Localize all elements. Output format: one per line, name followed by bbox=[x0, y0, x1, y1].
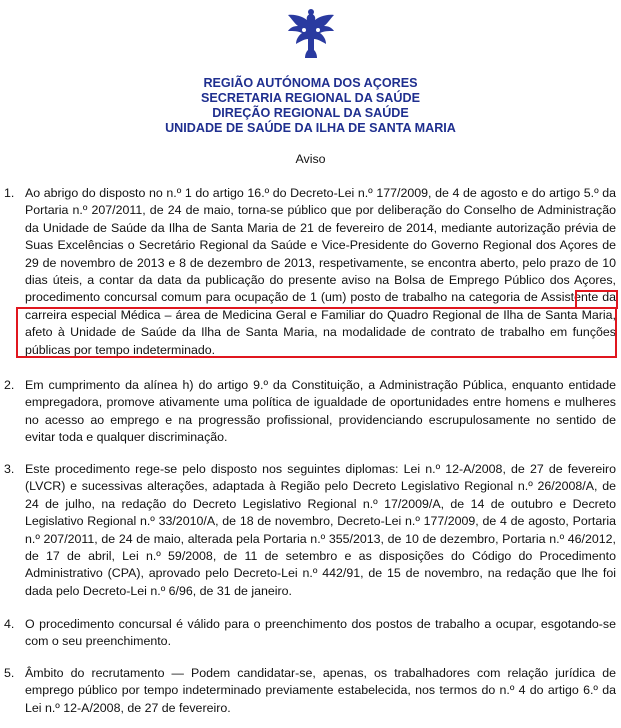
item-number: 4. bbox=[4, 617, 15, 631]
item-text: O procedimento concursal é válido para o preenchimento dos postos de trabalho a ocupar, esgotando-se com o seu preenchimento. bbox=[25, 617, 616, 649]
item-text: Em cumprimento da alínea h) do artigo 9.º da Constituição, a Administração Pública, enquanto entidade empregadora, promove ativamente uma política de igualdade de oportunidades entre homens e mulheres no acesso ao emprego e na progressão profissional, providenciando escrupulosamente no sentido de evitar toda e qualquer discriminação. bbox=[25, 378, 616, 445]
item-number: 1. bbox=[4, 186, 15, 200]
item-number: 2. bbox=[4, 378, 15, 392]
page-title: Aviso bbox=[295, 152, 326, 166]
header-region: REGIÃO AUTÓNOMA DOS AÇORES bbox=[203, 76, 418, 90]
header-secretaria: SECRETARIA REGIONAL DA SAÚDE bbox=[200, 91, 420, 105]
item-number: 5. bbox=[4, 666, 15, 680]
item-number: 3. bbox=[4, 462, 15, 476]
coat-of-arms-icon bbox=[282, 6, 340, 64]
document-header bbox=[0, 76, 621, 136]
header-direcao: DIREÇÃO REGIONAL DA SAÚDE bbox=[212, 106, 409, 120]
item-text: Este procedimento rege-se pelo disposto nos seguintes diplomas: Lei n.º 12-A/2008, de 27 de fevereiro (LVCR) e sucessivas alterações, adaptada à Região pelo Decreto Legislativo Regional n.º 26/2008/A, de 24 de julho, na redação do Decreto Legislativo Regional n.º 17/2009/A, de 14 de outubro e Decreto Legislativo Regional n.º 33/2010/A, de 18 de novembro, Decreto-Lei n.º 177/2009, de 4 de agosto, Portaria n.º 207/2011, de 24 de maio, alterada pela Portaria n.º 355/2013, de 10 de dezembro, Portaria n.º 46/2012, de 17 de abril, Lei n.º 59/2008, de 11 de setembro e as disposições do Código do Procedimento Administrativo (CPA), aprovado pelo Decreto-Lei n.º 442/91, de 15 de novembro, na redação que lhe foi dada pelo Decreto-Lei n.º 6/96, de 31 de janeiro. bbox=[25, 462, 616, 598]
item-text: Ao abrigo do disposto no n.º 1 do artigo 16.º do Decreto-Lei n.º 177/2009, de 4 de agosto e do artigo 5.º da Portaria n.º 207/2011, de 24 de maio, torna-se público que por deliberação do Conselho de Administração da Unidade de Saúde da Ilha de Santa Maria de 21 de fevereiro de 2014, mediante autorização prévia de Suas Excelências o Secretário Regional da Saúde e Vice-Presidente do Governo Regional dos Açores de 29 de novembro de 2013 e 8 de dezembro de 2013, respetivamente, se encontra aberto, pelo prazo de 10 dias úteis, a contar da data da publicação do presente aviso na Bolsa de Emprego Público dos Açores, procedimento concursal comum para ocupação de 1 (um) posto de trabalho na categoria de Assistente da carreira especial Médica – área de Medicina Geral e Familiar do Quadro Regional de Ilha de Santa Maria, afeto à Unidade de Saúde da Ilha de Santa Maria, na modalidade de contrato de trabalho em funções públicas por tempo indeterminado. bbox=[25, 186, 616, 357]
header-unidade: UNIDADE DE SAÚDE DA ILHA DE SANTA MARIA bbox=[165, 121, 456, 135]
item-text: Âmbito do recrutamento — Podem candidatar-se, apenas, os trabalhadores com relação jurídica de emprego público por tempo indeterminado previamente estabelecida, nos termos do n.º 4 do artigo 6.º da Lei n.º 12-A/2008, de 27 de fevereiro. bbox=[25, 666, 616, 715]
